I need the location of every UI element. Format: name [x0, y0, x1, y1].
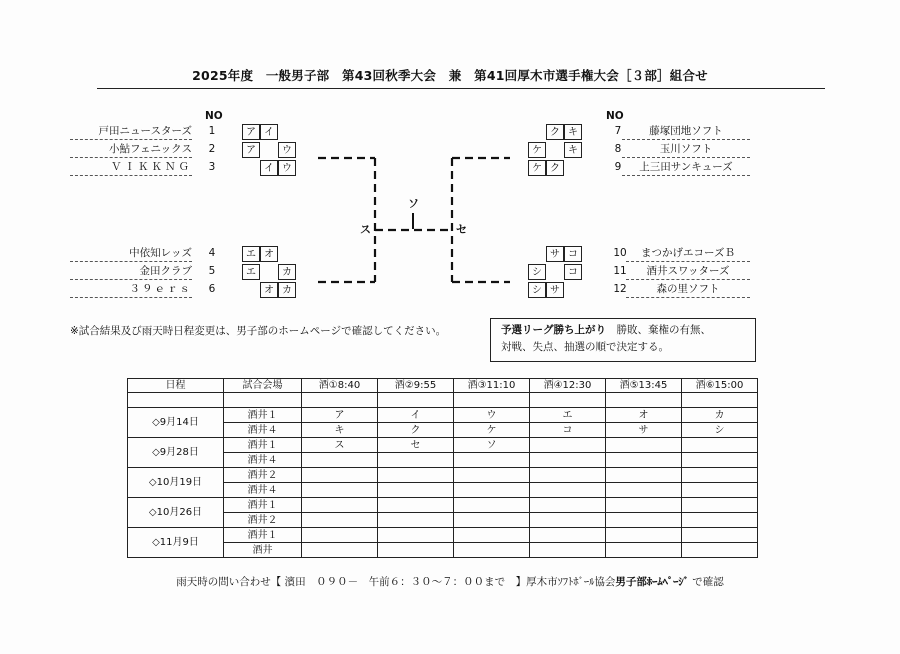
schedule-match-cell: シ — [682, 423, 758, 438]
schedule-match-cell — [682, 483, 758, 498]
league-cell: カ — [278, 282, 296, 298]
footer-bold: 男子部ﾎｰﾑﾍﾟｰｼﾞ — [615, 576, 689, 588]
schedule-match-cell: キ — [302, 423, 378, 438]
header-cell: 酒④12:30 — [530, 379, 606, 393]
left-no-header: NO — [205, 110, 223, 122]
schedule-venue: 酒井４ — [224, 453, 302, 468]
schedule-match-cell — [378, 498, 454, 513]
league-cell: キ — [564, 124, 582, 140]
schedule-row — [128, 438, 758, 453]
schedule-match-cell: ク — [378, 423, 454, 438]
schedule-match-cell: カ — [682, 408, 758, 423]
schedule-match-cell: オ — [606, 408, 682, 423]
schedule-row — [128, 408, 758, 423]
schedule-match-cell — [454, 513, 530, 528]
right-team-10: まつかげエコーズＢ — [626, 246, 750, 262]
league-cell: コ — [564, 264, 582, 280]
header-cell: 酒⑤13:45 — [606, 379, 682, 393]
schedule-date: ◇10月19日 — [128, 468, 224, 498]
schedule-match-cell — [530, 513, 606, 528]
left-team-no-5: 5 — [208, 265, 216, 277]
schedule-date: ◇9月28日 — [128, 438, 224, 468]
schedule-match-cell — [302, 498, 378, 513]
schedule-venue: 酒井１ — [224, 408, 302, 423]
schedule-venue: 酒井２ — [224, 513, 302, 528]
league-cell: サ — [546, 246, 564, 262]
right-team-no-10: 10 — [613, 247, 627, 259]
schedule-match-cell — [454, 528, 530, 543]
league-cell: ア — [242, 142, 260, 158]
schedule-match-cell — [606, 498, 682, 513]
header-cell: 酒①8:40 — [302, 379, 378, 393]
schedule-match-cell — [606, 453, 682, 468]
footer-text — [0, 574, 900, 589]
schedule-match-cell — [378, 528, 454, 543]
schedule-match-cell — [302, 528, 378, 543]
schedule-match-cell — [454, 468, 530, 483]
league-cell: サ — [546, 282, 564, 298]
league-cell: キ — [564, 142, 582, 158]
schedule-match-cell: コ — [530, 423, 606, 438]
header-cell: 酒⑥15:00 — [682, 379, 758, 393]
league-cell: シ — [528, 282, 546, 298]
schedule-match-cell — [682, 513, 758, 528]
schedule-match-cell — [302, 483, 378, 498]
schedule-match-cell — [606, 528, 682, 543]
schedule-match-cell — [606, 483, 682, 498]
schedule-match-cell — [378, 468, 454, 483]
schedule-match-cell — [530, 483, 606, 498]
schedule-match-cell: イ — [378, 408, 454, 423]
schedule-match-cell — [682, 453, 758, 468]
schedule-date: ◇9月14日 — [128, 408, 224, 438]
schedule-table — [127, 378, 758, 558]
schedule-match-cell — [454, 498, 530, 513]
left-team-no-1: 1 — [208, 125, 216, 137]
schedule-match-cell — [530, 528, 606, 543]
bracket-label-left: ス — [360, 223, 371, 236]
right-team-no-8: 8 — [614, 143, 622, 155]
schedule-match-cell — [302, 468, 378, 483]
league-cell: ケ — [528, 160, 546, 176]
right-no-header: NO — [606, 110, 624, 122]
schedule-date: ◇10月26日 — [128, 498, 224, 528]
right-team-no-12: 12 — [613, 283, 627, 295]
schedule-match-cell — [530, 543, 606, 558]
league-cell: ク — [546, 160, 564, 176]
league-cell: イ — [260, 160, 278, 176]
header-cell: 酒③11:10 — [454, 379, 530, 393]
left-team-2: 小鮎フェニックス — [70, 142, 192, 158]
schedule-match-cell: エ — [530, 408, 606, 423]
schedule-match-cell: ウ — [454, 408, 530, 423]
bracket-label-final: ソ — [408, 197, 419, 210]
schedule-match-cell — [378, 543, 454, 558]
schedule-match-cell — [378, 453, 454, 468]
header-cell: 日程 — [128, 379, 224, 393]
schedule-match-cell — [682, 543, 758, 558]
schedule-row — [128, 468, 758, 483]
league-cell: コ — [564, 246, 582, 262]
rule-box-text2: 対戦、失点、抽選の順で決定する。 — [501, 341, 669, 353]
left-team-1: 戸田ニュースターズ — [70, 124, 192, 140]
schedule-match-cell: サ — [606, 423, 682, 438]
schedule-match-cell — [454, 543, 530, 558]
league-cell: ク — [546, 124, 564, 140]
left-team-4: 中依知レッズ — [70, 246, 192, 262]
schedule-match-cell — [682, 498, 758, 513]
schedule-match-cell — [530, 498, 606, 513]
schedule-match-cell — [606, 513, 682, 528]
right-team-no-7: 7 — [614, 125, 622, 137]
league-cell: オ — [260, 282, 278, 298]
bracket-label-right: セ — [456, 223, 467, 236]
schedule-match-cell: セ — [378, 438, 454, 453]
league-cell: ケ — [528, 142, 546, 158]
schedule-match-cell: ア — [302, 408, 378, 423]
league-cell: エ — [242, 246, 260, 262]
right-team-12: 森の里ソフト — [626, 282, 750, 298]
schedule-date: ◇11月9日 — [128, 528, 224, 558]
schedule-row — [128, 498, 758, 513]
right-team-no-9: 9 — [614, 161, 622, 173]
schedule-match-cell — [606, 468, 682, 483]
schedule-match-cell — [454, 453, 530, 468]
schedule-match-cell — [530, 438, 606, 453]
spacer-row — [128, 393, 758, 408]
schedule-venue: 酒井４ — [224, 483, 302, 498]
schedule-venue: 酒井１ — [224, 498, 302, 513]
schedule-match-cell: ソ — [454, 438, 530, 453]
league-cell: ウ — [278, 160, 296, 176]
schedule-match-cell — [530, 453, 606, 468]
schedule-match-cell — [302, 543, 378, 558]
page-title: 2025年度 一般男子部 第43回秋季大会 兼 第41回厚木市選手権大会［３部］組合せ — [192, 68, 708, 83]
schedule-match-cell: ス — [302, 438, 378, 453]
note-text: ※試合結果及び雨天時日程変更は、男子部のホームページで確認してください。 — [70, 325, 447, 337]
right-team-7: 藤塚団地ソフト — [622, 124, 750, 140]
schedule-match-cell — [378, 513, 454, 528]
schedule-match-cell — [682, 438, 758, 453]
schedule-match-cell — [302, 513, 378, 528]
schedule-row — [128, 528, 758, 543]
schedule-header-row — [128, 379, 758, 393]
league-cell: シ — [528, 264, 546, 280]
schedule-match-cell — [454, 483, 530, 498]
right-team-8: 玉川ソフト — [622, 142, 750, 158]
schedule-match-cell — [530, 468, 606, 483]
rule-box-text1: 勝敗、棄権の有無、 — [606, 324, 711, 336]
left-team-6: ３９ｅｒｓ — [70, 282, 192, 298]
schedule-match-cell — [606, 543, 682, 558]
footer-part2: で確認 — [688, 576, 724, 588]
header-cell: 酒②9:55 — [378, 379, 454, 393]
left-team-no-4: 4 — [208, 247, 216, 259]
schedule-match-cell — [378, 483, 454, 498]
left-team-3: ＶＩＫＫＮＧ — [70, 160, 192, 176]
schedule-venue: 酒井１ — [224, 528, 302, 543]
footer-part1: 雨天時の問い合わせ【 濱田 ０９０－ 午前６：３０～７：００まで 】厚木市ｿﾌﾄﾎﾞｰﾙ協会 — [176, 576, 616, 588]
left-team-no-2: 2 — [208, 143, 216, 155]
rule-box — [490, 318, 756, 362]
rule-box-title: 予選リーグ勝ち上がり — [501, 324, 606, 336]
left-team-no-3: 3 — [208, 161, 216, 173]
league-cell: ウ — [278, 142, 296, 158]
right-team-11: 酒井スワッターズ — [626, 264, 750, 280]
left-team-no-6: 6 — [208, 283, 216, 295]
schedule-venue: 酒井４ — [224, 423, 302, 438]
league-cell: イ — [260, 124, 278, 140]
schedule-match-cell: ケ — [454, 423, 530, 438]
right-team-no-11: 11 — [613, 265, 627, 277]
league-cell: ア — [242, 124, 260, 140]
schedule-match-cell — [302, 453, 378, 468]
right-team-9: 上三田サンキューズ — [622, 160, 750, 176]
schedule-match-cell — [682, 528, 758, 543]
league-cell: カ — [278, 264, 296, 280]
schedule-venue: 酒井１ — [224, 438, 302, 453]
league-cell: オ — [260, 246, 278, 262]
league-cell: エ — [242, 264, 260, 280]
schedule-match-cell — [606, 438, 682, 453]
header-cell: 試合会場 — [224, 379, 302, 393]
schedule-venue: 酒井２ — [224, 468, 302, 483]
left-team-5: 金田クラブ — [70, 264, 192, 280]
schedule-venue: 酒井 — [224, 543, 302, 558]
schedule-match-cell — [682, 468, 758, 483]
